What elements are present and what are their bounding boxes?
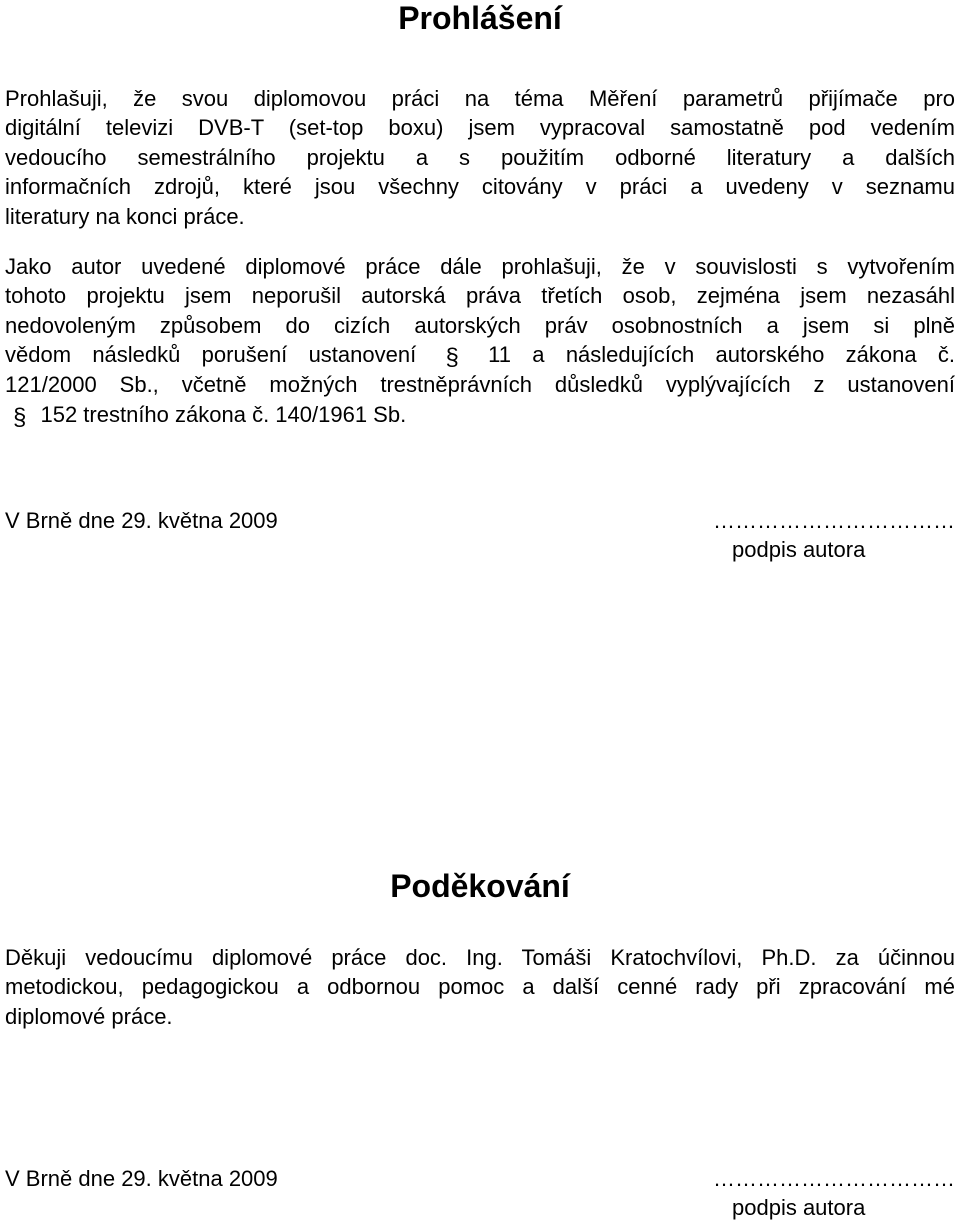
text-line: tohoto projektu jsem neporušil autorská práva třetích osob, zejména jsem nezasáhl bbox=[5, 283, 955, 309]
declaration-paragraph-2 bbox=[5, 252, 955, 430]
acknowledgement-title: Poděkování bbox=[390, 868, 570, 904]
text-line: metodickou, pedagogickou a odbornou pomoc a další cenné rady při zpracování mé bbox=[5, 974, 955, 1000]
acknowledgement-signature-line: …………………………… bbox=[713, 1166, 955, 1191]
declaration-title: Prohlášení bbox=[398, 0, 562, 36]
declaration-signature-line: …………………………… bbox=[713, 508, 955, 533]
acknowledgement-place-date: V Brně dne 29. května 2009 bbox=[5, 1166, 278, 1191]
declaration-place-date: V Brně dne 29. května 2009 bbox=[5, 508, 278, 533]
acknowledgement-paragraph bbox=[5, 943, 955, 1031]
text-line bbox=[5, 340, 955, 370]
text-fragment: 11 a následujících autorského zákona č. bbox=[488, 342, 955, 368]
declaration-paragraph-1 bbox=[5, 84, 955, 231]
text-line: informačních zdrojů, které jsou všechny citovány v práci a uvedeny v seznamu bbox=[5, 174, 955, 200]
text-line: literatury na konci práce. bbox=[5, 203, 245, 229]
text-line: vedoucího semestrálního projektu a s použitím odborné literatury a dalších bbox=[5, 144, 955, 170]
declaration-signature-label: podpis autora bbox=[732, 537, 866, 562]
text-line: nedovoleným způsobem do cizích autorských práv osobnostních a jsem si plně bbox=[5, 312, 955, 338]
text-line: diplomové práce. bbox=[5, 1003, 173, 1029]
text-line: Děkuji vedoucímu diplomové práce doc. Ing. Tomáši Kratochvílovi, Ph.D. za účinnou bbox=[5, 945, 955, 970]
text-fragment: vědom následků porušení ustanovení bbox=[5, 342, 417, 368]
text-fragment: 152 trestního zákona č. 140/1961 Sb. bbox=[40, 401, 407, 427]
text-line: 121/2000 Sb., včetně možných trestněprávních důsledků vyplývajících z ustanovení bbox=[5, 372, 955, 398]
section-symbol: § bbox=[445, 344, 459, 372]
text-line: Prohlašuji, že svou diplomovou práci na téma Měření parametrů přijímače pro bbox=[5, 86, 955, 111]
text-line bbox=[5, 400, 955, 430]
text-line: Jako autor uvedené diplomové práce dále prohlašuji, že v souvislosti s vytvořením bbox=[5, 254, 955, 279]
text-line: digitální televizi DVB-T (set-top boxu) jsem vypracoval samostatně pod vedením bbox=[5, 115, 955, 141]
section-symbol: § bbox=[13, 403, 27, 431]
acknowledgement-signature-label: podpis autora bbox=[732, 1195, 866, 1220]
